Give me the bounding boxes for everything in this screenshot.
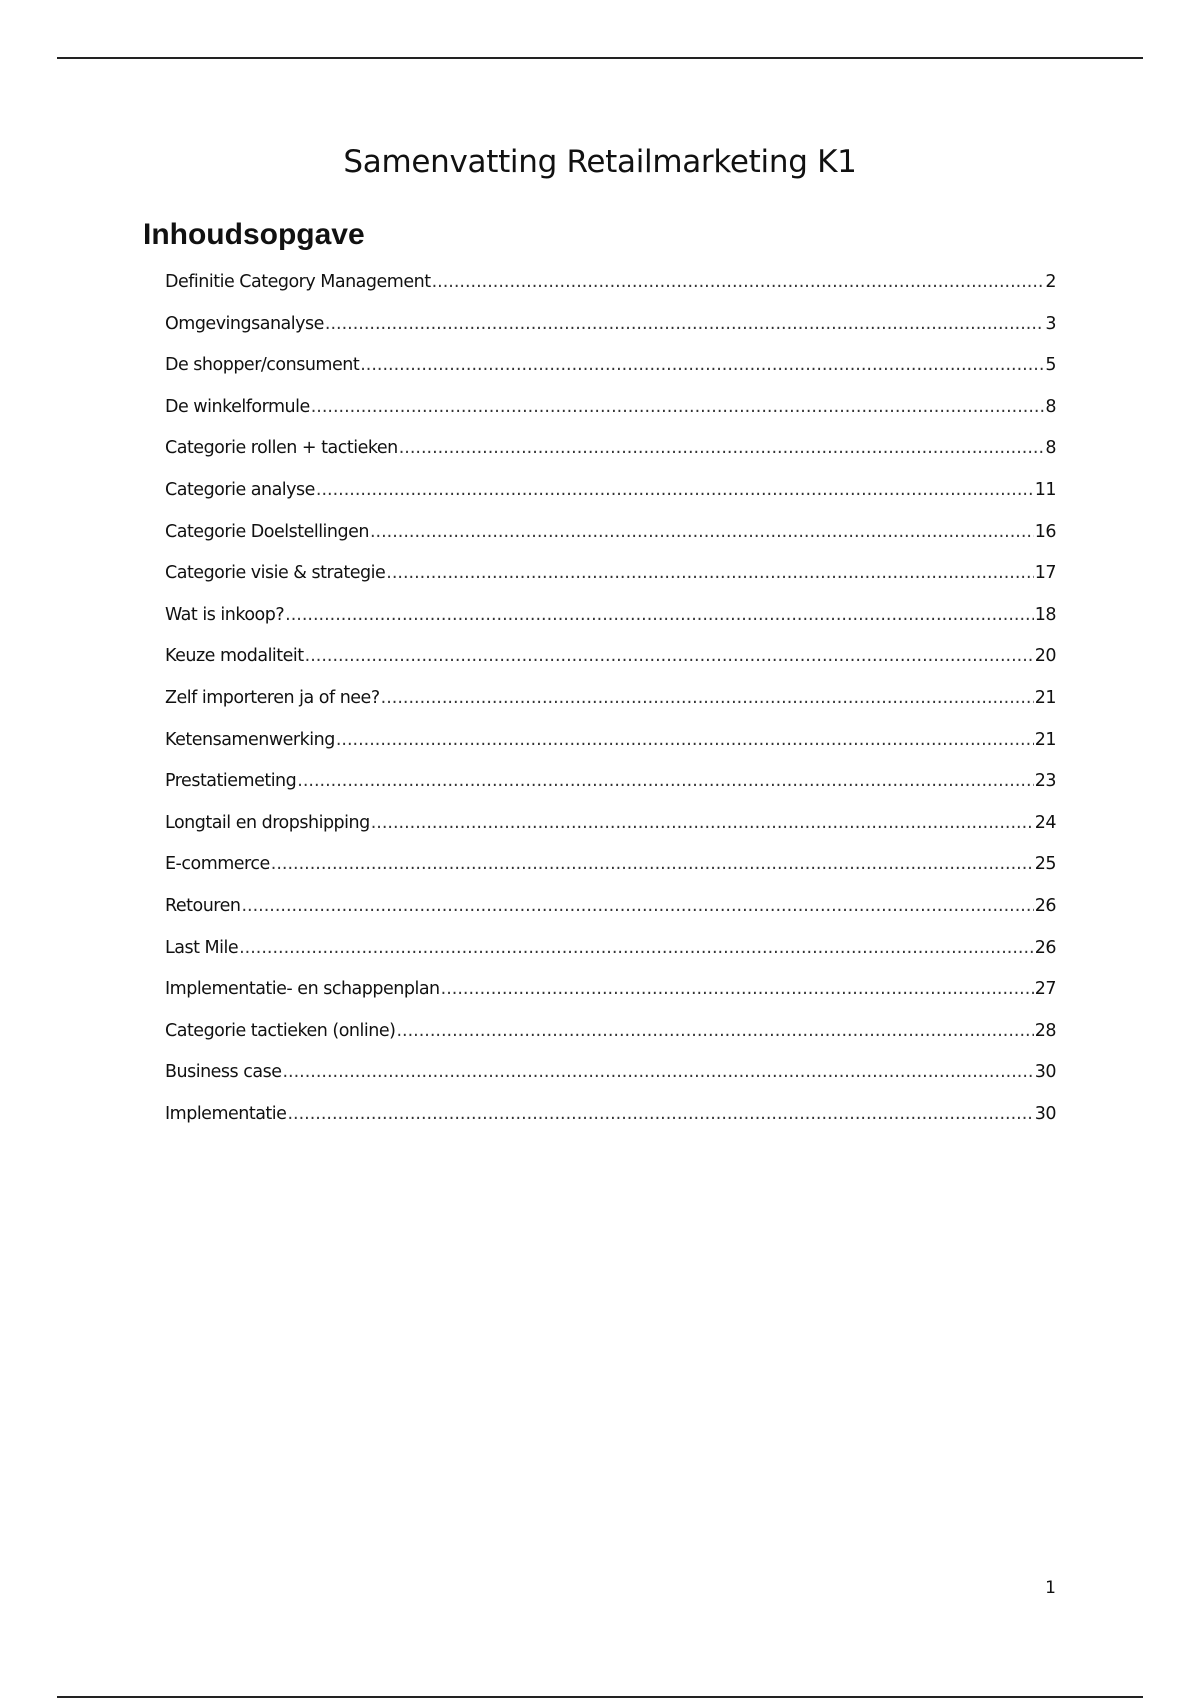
- toc-dot-leader: [297, 771, 1033, 791]
- toc-entry-label: E-commerce: [165, 854, 270, 875]
- toc-dot-leader: [386, 563, 1033, 583]
- document-title: Samenvatting Retailmarketing K1: [343, 144, 857, 180]
- toc-entry[interactable]: [165, 688, 1056, 730]
- toc-entry[interactable]: [165, 813, 1056, 855]
- toc-dot-leader: [325, 314, 1044, 334]
- toc-entry-label: Categorie analyse: [165, 479, 315, 500]
- toc-entry-page: 8: [1045, 438, 1056, 459]
- toc-entry[interactable]: [165, 605, 1056, 647]
- toc-entry-page: 26: [1034, 937, 1056, 958]
- toc-entry-label: Zelf importeren ja of nee?: [165, 687, 380, 708]
- toc-dot-leader: [282, 1062, 1033, 1082]
- toc-dot-leader: [360, 355, 1044, 375]
- toc-dot-leader: [239, 938, 1034, 958]
- toc-dot-leader: [287, 1104, 1033, 1124]
- toc-entry[interactable]: [165, 979, 1056, 1021]
- toc-entry[interactable]: [165, 646, 1056, 688]
- toc-entry-page: 16: [1034, 521, 1056, 542]
- toc-entry-label: De winkelformule: [165, 396, 310, 417]
- toc-entry-page: 11: [1034, 479, 1056, 500]
- toc-entry-label: Keuze modaliteit: [165, 646, 304, 667]
- toc-dot-leader: [441, 979, 1034, 999]
- toc-entry-label: De shopper/consument: [165, 355, 360, 376]
- toc-dot-leader: [316, 480, 1034, 500]
- toc-entry[interactable]: [165, 854, 1056, 896]
- footer-rule: [57, 1696, 1143, 1698]
- toc-entry[interactable]: [165, 1021, 1056, 1063]
- toc-entry[interactable]: [165, 522, 1056, 564]
- toc-entry-page: 30: [1034, 1062, 1056, 1083]
- toc-entry[interactable]: [165, 355, 1056, 397]
- toc-entry-page: 21: [1034, 687, 1056, 708]
- toc-dot-leader: [370, 522, 1034, 542]
- header-rule: [57, 57, 1143, 59]
- toc-entry-page: 27: [1034, 979, 1056, 1000]
- toc-entry-label: Categorie tactieken (online): [165, 1020, 396, 1041]
- toc-dot-leader: [432, 272, 1045, 292]
- toc-entry-label: Business case: [165, 1062, 282, 1083]
- toc-entry-label: Longtail en dropshipping: [165, 812, 370, 833]
- toc-entry[interactable]: [165, 1062, 1056, 1104]
- toc-entry[interactable]: [165, 314, 1056, 356]
- toc-dot-leader: [381, 688, 1034, 708]
- toc-dot-leader: [271, 854, 1034, 874]
- toc-dot-leader: [336, 730, 1034, 750]
- toc-entry[interactable]: [165, 730, 1056, 772]
- toc-entry-label: Implementatie: [165, 1103, 287, 1124]
- toc-entry-label: Definitie Category Management: [165, 272, 431, 292]
- toc-entry-page: 18: [1034, 604, 1056, 625]
- toc-entry[interactable]: [165, 771, 1056, 813]
- toc-entry-label: Last Mile: [165, 937, 239, 958]
- toc-entry-page: 23: [1034, 771, 1056, 792]
- toc-dot-leader: [371, 813, 1034, 833]
- toc-entry[interactable]: [165, 1104, 1056, 1146]
- table-of-contents: [165, 272, 1056, 1145]
- toc-entry-page: 8: [1045, 396, 1056, 417]
- toc-entry[interactable]: [165, 896, 1056, 938]
- toc-dot-leader: [396, 1021, 1033, 1041]
- toc-entry-page: 26: [1034, 895, 1056, 916]
- toc-entry-page: 17: [1034, 563, 1056, 584]
- toc-entry-page: 21: [1034, 729, 1056, 750]
- toc-entry-page: 5: [1045, 355, 1056, 376]
- toc-entry-label: Prestatiemeting: [165, 771, 297, 792]
- toc-entry[interactable]: [165, 272, 1056, 314]
- toc-entry[interactable]: [165, 563, 1056, 605]
- toc-entry-page: 2: [1045, 272, 1056, 292]
- toc-entry-label: Retouren: [165, 895, 241, 916]
- toc-dot-leader: [311, 397, 1045, 417]
- toc-entry-page: 25: [1034, 854, 1056, 875]
- toc-entry-label: Categorie visie & strategie: [165, 563, 386, 584]
- toc-entry-label: Omgevingsanalyse: [165, 313, 324, 334]
- toc-entry-label: Categorie Doelstellingen: [165, 521, 369, 542]
- toc-entry-label: Wat is inkoop?: [165, 604, 285, 625]
- toc-entry-page: 30: [1034, 1103, 1056, 1124]
- toc-heading: Inhoudsopgave: [143, 218, 365, 251]
- toc-dot-leader: [241, 896, 1033, 916]
- toc-entry[interactable]: [165, 397, 1056, 439]
- toc-dot-leader: [399, 438, 1045, 458]
- toc-entry-page: 3: [1045, 313, 1056, 334]
- toc-entry[interactable]: [165, 480, 1056, 522]
- page-number: 1: [1045, 1578, 1056, 1598]
- toc-dot-leader: [305, 646, 1034, 666]
- toc-entry-label: Categorie rollen + tactieken: [165, 438, 398, 459]
- toc-entry-label: Implementatie- en schappenplan: [165, 979, 440, 1000]
- toc-entry[interactable]: [165, 938, 1056, 980]
- toc-entry[interactable]: [165, 438, 1056, 480]
- toc-entry-page: 24: [1034, 812, 1056, 833]
- toc-entry-page: 20: [1034, 646, 1056, 667]
- toc-entry-page: 28: [1034, 1020, 1056, 1041]
- toc-dot-leader: [285, 605, 1034, 625]
- toc-entry-label: Ketensamenwerking: [165, 729, 335, 750]
